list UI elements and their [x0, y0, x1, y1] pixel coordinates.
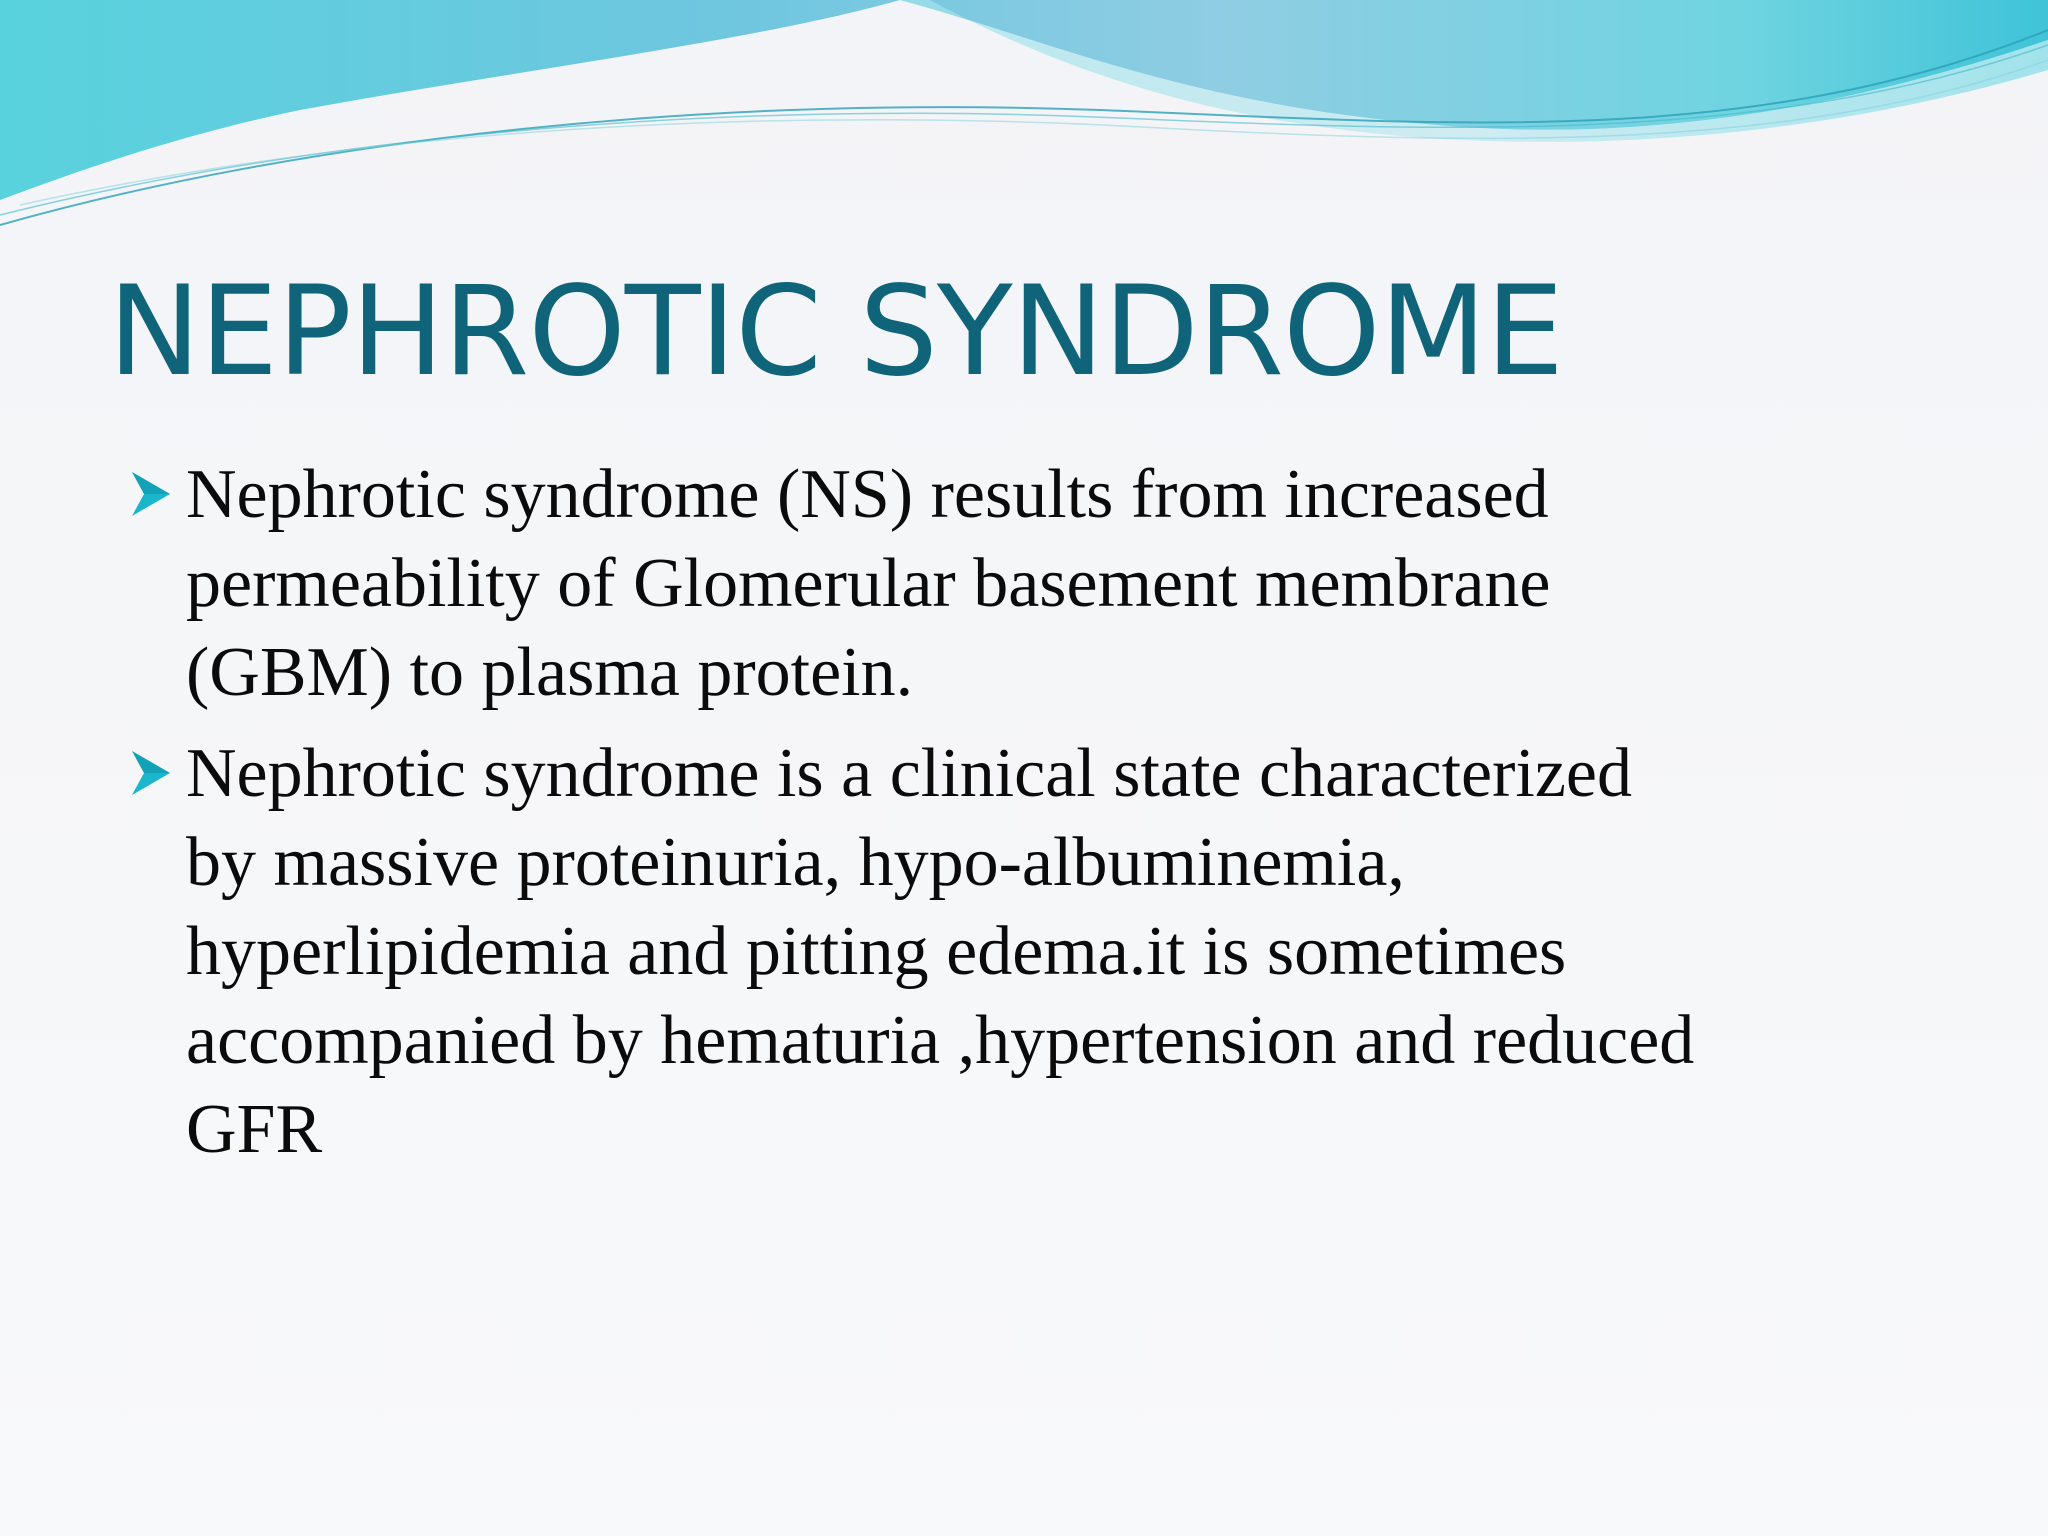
bullet-text-line: accompanied by hematuria ,hypertension and reduced [186, 1002, 1695, 1079]
bullet-text-line: by massive proteinuria, hypo-albuminemia, [186, 824, 1405, 901]
bullet-item-clinical-state [0, 729, 2048, 1174]
bullet-text-line: (GBM) to plasma protein. [186, 634, 914, 711]
arrow-bullet-icon [128, 749, 174, 797]
bullet-text-line: permeability of Glomerular basement membrane [186, 545, 1551, 622]
header-wave-decoration [0, 0, 2048, 240]
arrow-bullet-icon [128, 470, 174, 518]
bullet-list [0, 450, 2048, 1174]
bullet-text-line: hyperlipidemia and pitting edema.it is sometimes [186, 913, 1567, 990]
bullet-text-line: Nephrotic syndrome (NS) results from increased [186, 456, 1549, 533]
bullet-text-line: Nephrotic syndrome is a clinical state characterized [186, 735, 1633, 812]
bullet-item-definition [0, 450, 2048, 717]
bullet-text-line: GFR [186, 1091, 323, 1168]
slide-title: NEPHROTIC SYNDROME [108, 260, 1563, 404]
